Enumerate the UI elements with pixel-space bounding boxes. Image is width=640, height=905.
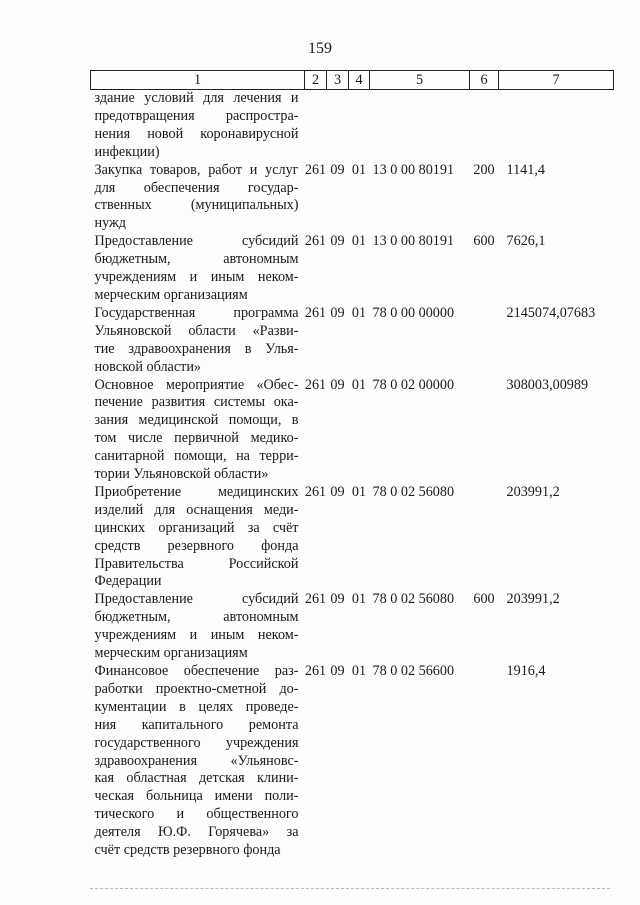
description-line: счёт средств резервного фонда	[94, 842, 281, 859]
description-line: предотвращения распростра-	[94, 107, 299, 124]
description-line: санитарной помощи, на терри-	[94, 448, 299, 465]
table-row	[91, 90, 614, 162]
ministry-code: 261	[304, 591, 327, 608]
expense-type-code: 600	[473, 233, 495, 250]
description-line: учреждениям и иным неком-	[94, 269, 299, 286]
description-line: мерческим организациям	[94, 286, 248, 303]
target-article-code: 78 0 02 00000	[372, 376, 455, 393]
description-line: государственного учреждения	[94, 734, 299, 751]
description-line: тории Ульяновской области»	[94, 466, 269, 483]
subsection-code: 01	[351, 663, 367, 679]
description-line: Приобретение медицинских	[94, 483, 299, 500]
description-line: Ульяновской области «Разви-	[94, 322, 299, 339]
table-row	[91, 663, 614, 860]
section-code: 09	[330, 161, 345, 178]
expense-type-code	[470, 663, 499, 860]
expense-type-code	[470, 305, 499, 377]
description-line: бюджетным, автономным	[94, 609, 299, 626]
amount: 203991,2	[506, 483, 560, 500]
column-header: 7	[499, 71, 614, 90]
column-header: 1	[91, 71, 305, 90]
ministry-code	[305, 90, 327, 162]
bottom-divider	[90, 888, 610, 890]
description-line: том числе первичной медико-	[94, 430, 299, 447]
row-description	[91, 484, 305, 591]
expense-type-code	[470, 377, 499, 484]
description-line: Правительства Российской	[94, 555, 299, 572]
section-code: 09	[330, 233, 345, 250]
description-line: Государственная программа	[94, 304, 299, 321]
section-code	[327, 90, 349, 162]
description-line: средств резервного фонда	[94, 537, 299, 554]
ministry-code: 261	[304, 483, 327, 500]
amount: 7626,1	[506, 233, 546, 250]
row-description	[91, 90, 305, 162]
description-line: работки проектно-сметной до-	[94, 680, 299, 697]
row-description	[91, 233, 305, 305]
table-row	[91, 162, 614, 234]
table-header-row	[91, 71, 614, 90]
description-line: нужд	[94, 215, 127, 232]
description-line: ния капитального ремонта	[94, 716, 299, 733]
row-description	[91, 377, 305, 484]
amount: 308003,00989	[506, 376, 589, 393]
target-article-code: 13 0 00 80191	[372, 233, 455, 250]
subsection-code: 01	[351, 483, 367, 500]
column-header: 4	[349, 71, 370, 90]
subsection-code: 01	[351, 233, 367, 250]
ministry-code: 261	[304, 304, 327, 321]
table-row	[91, 377, 614, 484]
table-row	[91, 233, 614, 305]
target-article-code	[370, 90, 470, 162]
description-line: Предоставление субсидий	[94, 591, 299, 608]
section-code: 09	[330, 376, 345, 393]
description-line: здравоохранения «Ульяновс-	[94, 752, 299, 769]
target-article-code: 78 0 02 56080	[372, 483, 455, 500]
subsection-code: 01	[351, 376, 367, 393]
section-code: 09	[330, 304, 345, 321]
row-description	[91, 663, 305, 860]
subsection-code	[349, 90, 370, 162]
column-header: 5	[370, 71, 470, 90]
subsection-code: 01	[351, 591, 367, 608]
ministry-code: 261	[304, 233, 327, 250]
description-line: кументации в целях проведе-	[94, 698, 299, 715]
description-line: тического и общественного	[94, 806, 299, 823]
description-line: ческая больница имени поли-	[94, 788, 299, 805]
description-line: кая областная детская клини-	[94, 770, 299, 787]
page-number: 159	[308, 40, 332, 57]
description-line: печение развития системы ока-	[94, 394, 299, 411]
target-article-code: 78 0 02 56080	[372, 591, 455, 608]
budget-table	[90, 70, 614, 860]
amount: 203991,2	[506, 591, 560, 608]
expense-type-code	[470, 90, 499, 162]
column-header: 2	[305, 71, 327, 90]
table-body	[91, 90, 614, 860]
target-article-code: 13 0 00 80191	[372, 161, 455, 178]
expense-type-code: 600	[473, 591, 495, 608]
section-code: 09	[330, 483, 345, 500]
description-line: Финансовое обеспечение раз-	[94, 663, 299, 679]
column-header: 3	[327, 71, 349, 90]
description-line: Предоставление субсидий	[94, 233, 299, 250]
description-line: учреждениям и иным неком-	[94, 627, 299, 644]
description-line: инфекции)	[94, 143, 160, 160]
section-code: 09	[330, 591, 345, 608]
description-line: изделий для оснащения меди-	[94, 501, 299, 518]
section-code: 09	[330, 663, 345, 679]
description-line: здание условий для лечения и	[94, 90, 299, 106]
ministry-code: 261	[304, 663, 327, 679]
target-article-code: 78 0 02 56600	[372, 663, 455, 679]
table-row	[91, 591, 614, 663]
expense-type-code: 200	[473, 161, 495, 178]
row-description	[91, 591, 305, 663]
description-line: ственных (муниципальных)	[94, 197, 299, 214]
description-line: бюджетным, автономным	[94, 251, 299, 268]
table-row	[91, 484, 614, 591]
description-line: для обеспечения государ-	[94, 179, 299, 196]
description-line: тие здравоохранения в Улья-	[94, 340, 299, 357]
amount	[499, 90, 614, 162]
ministry-code: 261	[304, 376, 327, 393]
target-article-code: 78 0 00 00000	[372, 304, 455, 321]
table-row	[91, 305, 614, 377]
description-line: нения новой коронавирусной	[94, 125, 299, 142]
description-line: цинских организаций за счёт	[94, 519, 299, 536]
description-line: мерческим организациям	[94, 645, 248, 662]
row-description	[91, 162, 305, 234]
description-line: новской области»	[94, 358, 202, 375]
description-line: Закупка товаров, работ и услуг	[94, 161, 299, 178]
amount: 1141,4	[506, 161, 545, 178]
description-line: зания медицинской помощи, в	[94, 412, 299, 429]
amount: 2145074,07683	[506, 304, 596, 321]
subsection-code: 01	[351, 304, 367, 321]
amount: 1916,4	[506, 663, 546, 679]
description-line: Федерации	[94, 573, 162, 590]
description-line: Основное мероприятие «Обес-	[94, 376, 299, 393]
column-header: 6	[470, 71, 499, 90]
expense-type-code	[470, 484, 499, 591]
subsection-code: 01	[351, 161, 367, 178]
ministry-code: 261	[304, 161, 327, 178]
row-description	[91, 305, 305, 377]
description-line: деятеля Ю.Ф. Горячева» за	[94, 824, 299, 841]
